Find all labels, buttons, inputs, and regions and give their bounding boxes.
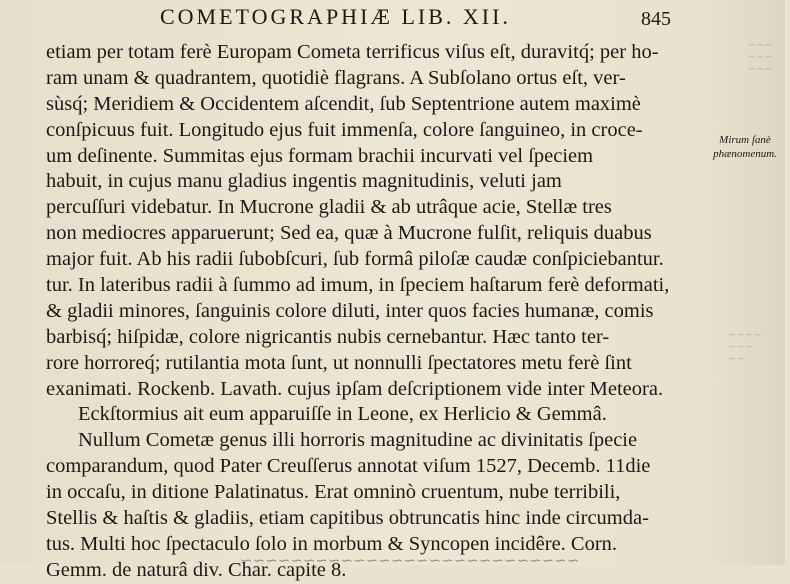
text-line: exanimati. Rockenb. Lavath. cujus ipſam deſcriptionem vide inter Meteora. [46, 377, 664, 400]
text-line: sùsq́; Meridiem & Occidentem aſcendit, ſub Septentrione autem maximè [46, 92, 641, 115]
running-header: COMETOGRAPHIÆ LIB. XII. [160, 4, 511, 29]
text-line: habuit, in cujus manu gladius ingentis magnitudinis, veluti jam [46, 170, 562, 193]
show-through-text: ~~~~ ~~~ ~~ [728, 330, 762, 365]
text-line: major fuit. Ab his radii ſubobſcuri, ſub formâ piloſæ caudæ conſpiciebantur. [46, 248, 664, 271]
show-through-text: ~~~ ~~~ ~~~ [748, 40, 774, 75]
page-number: 845 [641, 8, 671, 30]
text-line: comparandum, quod Pater Creuſſerus annotat viſum 1527, Decemb. 11die [46, 455, 651, 478]
text-line: um deſinente. Summitas ejus formam brachii incurvati vel ſpeciem [46, 144, 594, 167]
text-line: Nullum Cometæ genus illi horroris magnitudine ac divinitatis ſpecie [78, 429, 638, 452]
text-line: in occaſu, in ditione Palatinatus. Erat omninò cruentum, nube terribili, [46, 481, 621, 504]
show-through-text: ~~~~~~~~~~~~~~~~~~~~~~~~~~~ [240, 552, 580, 570]
text-line: conſpicuus fuit. Longitudo ejus fuit immenſa, colore ſanguineo, in croce- [46, 118, 643, 141]
text-line: etiam per totam ferè Europam Cometa terrificus viſus eſt, duravitq́; per ho- [46, 41, 659, 63]
paragraph-eckstormius: Eckſtormius ait eum apparuiſſe in Leone, ex Herlicio & Gemmâ. [78, 403, 607, 426]
marginal-note-line: Mirum ſanè [719, 134, 771, 146]
text-line: barbisq́; hiſpidæ, colore nigricantis nubis cernebantur. Hæc tanto ter- [46, 325, 610, 348]
text-line: ram unam & quadrantem, quotidiè flagrans. A Subſolano ortus eſt, ver- [46, 66, 626, 89]
text-line: tur. In lateribus radii à ſummo ad imum, in ſpeciem haſtarum ferè deformati, [46, 274, 670, 297]
marginal-note-line: phænomenum. [713, 148, 777, 160]
body-text [46, 40, 696, 584]
text-line: & gladii minores, ſanguinis colore diluti, inter quos facies humanæ, comis [46, 299, 654, 322]
text-line: Gemm. de naturâ div. Char. capite 8. [46, 558, 347, 581]
text-line: percuſſuri videbatur. In Mucrone gladii & ab utrâque acie, Stellæ tres [46, 196, 612, 219]
text-line: Stellis & haſtis & gladiis, etiam capitibus obtruncatis hinc inde circumda- [46, 507, 649, 530]
text-line: rore horroreq́; rutilantia mota ſunt, ut nonnulli ſpectatores metu ferè ſint [46, 351, 632, 374]
marginal-note [700, 133, 790, 161]
text-line: tus. Multi hoc ſpectaculo ſolo in morbum & Syncopen incidêre. Corn. [46, 532, 618, 555]
text-line: non mediocres apparuerunt; Sed ea, quæ à Mucrone fulſit, reliquis duabus [46, 222, 652, 245]
